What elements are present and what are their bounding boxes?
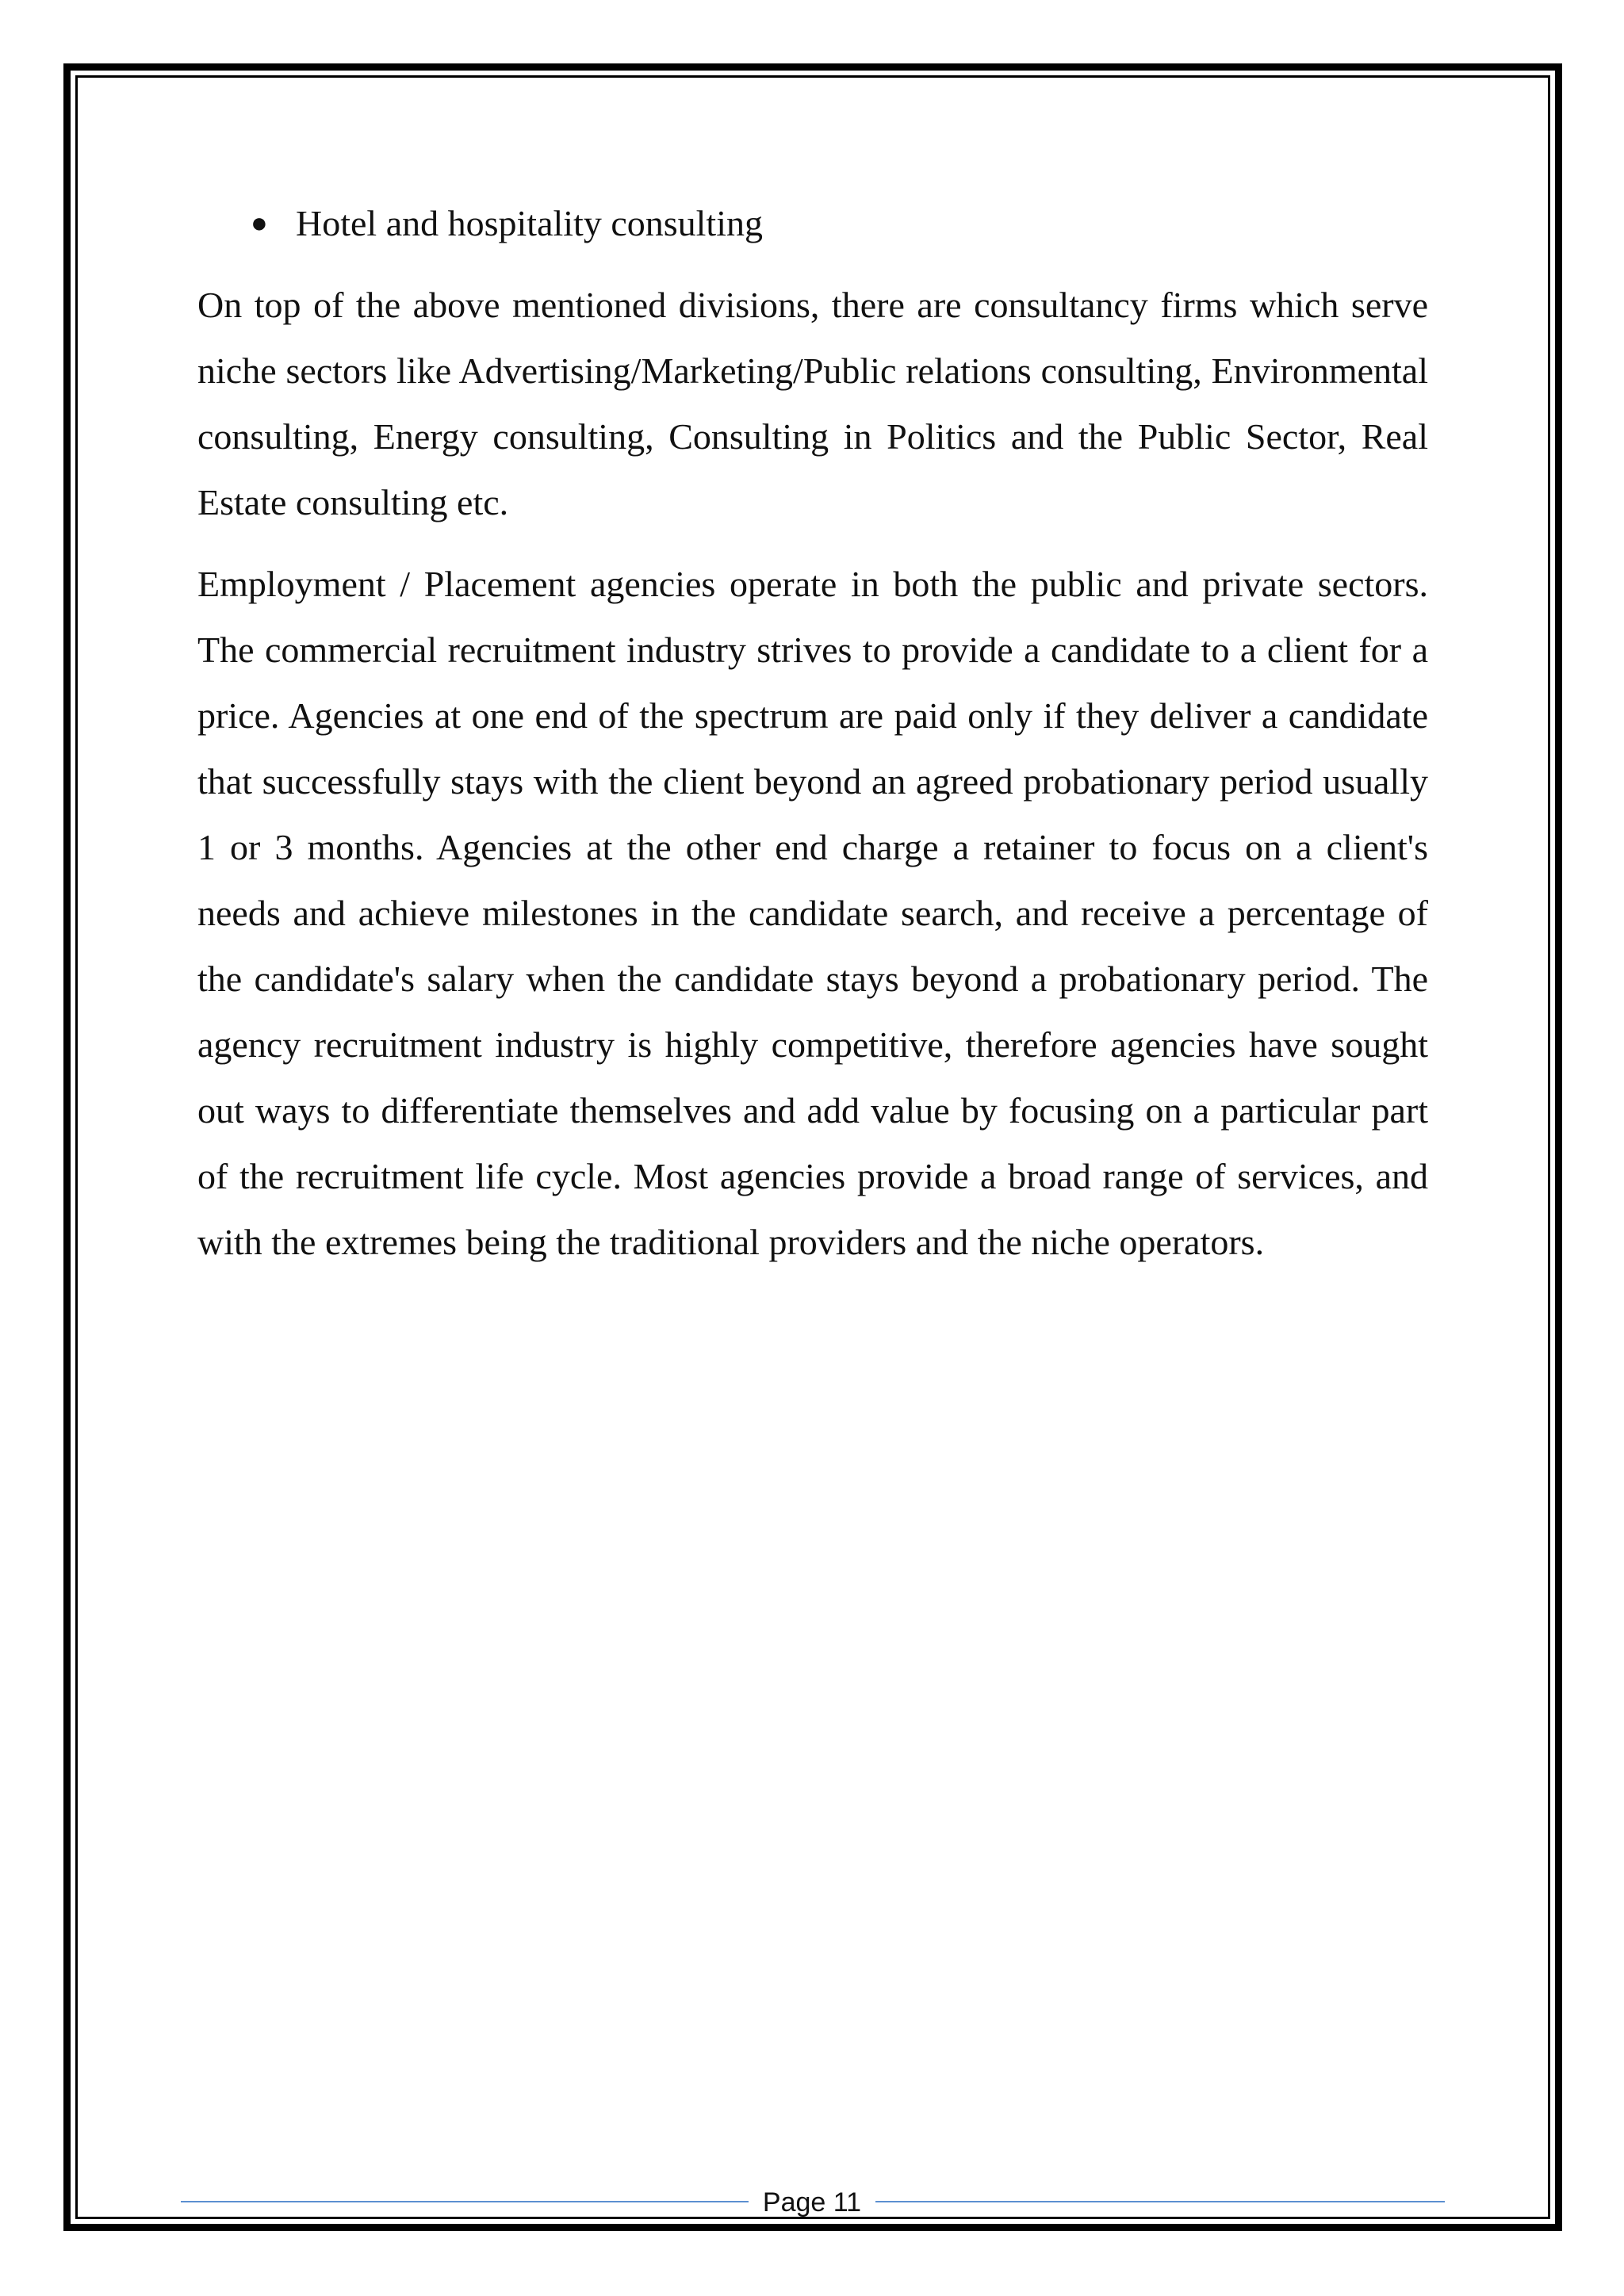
page-number: Page 11 bbox=[762, 2187, 862, 2218]
footer-rule-right bbox=[875, 2201, 1445, 2202]
footer-rule-left bbox=[181, 2201, 749, 2202]
paragraph-niche-sectors: On top of the above mentioned divisions, there are consultancy firms which serve niche sectors like Advertising/Marketing/Public relations consulting, Environmental consulting, Energy consulting, Consulting in Politics and the Public Sector, Real Estate consulting etc. bbox=[197, 285, 1428, 522]
page-footer bbox=[181, 2179, 1445, 2226]
page-body bbox=[197, 190, 1428, 1291]
bullet-list-item bbox=[197, 190, 1428, 256]
paragraph-employment-agencies: Employment / Placement agencies operate in both the public and private sectors. The commercial recruitment industry strives to provide a candidate to a client for a price. Agencies at one end of the spectrum are paid only if they deliver a candidate that successfully stays with the client beyond an agreed probationary period usually 1 or 3 months. Agencies at the other end charge a retainer to focus on a client's needs and achieve milestones in the candidate search, and receive a percentage of the candidate's salary when the candidate stays beyond a probationary period. The agency recruitment industry is highly competitive, therefore agencies have sought out ways to differentiate themselves and add value by focusing on a particular part of the recruitment life cycle. Most agencies provide a broad range of services, and with the extremes being the traditional providers and the niche operators. bbox=[197, 564, 1428, 1262]
bullet-icon: ● bbox=[251, 207, 268, 239]
bullet-text: Hotel and hospitality consulting bbox=[296, 203, 763, 243]
